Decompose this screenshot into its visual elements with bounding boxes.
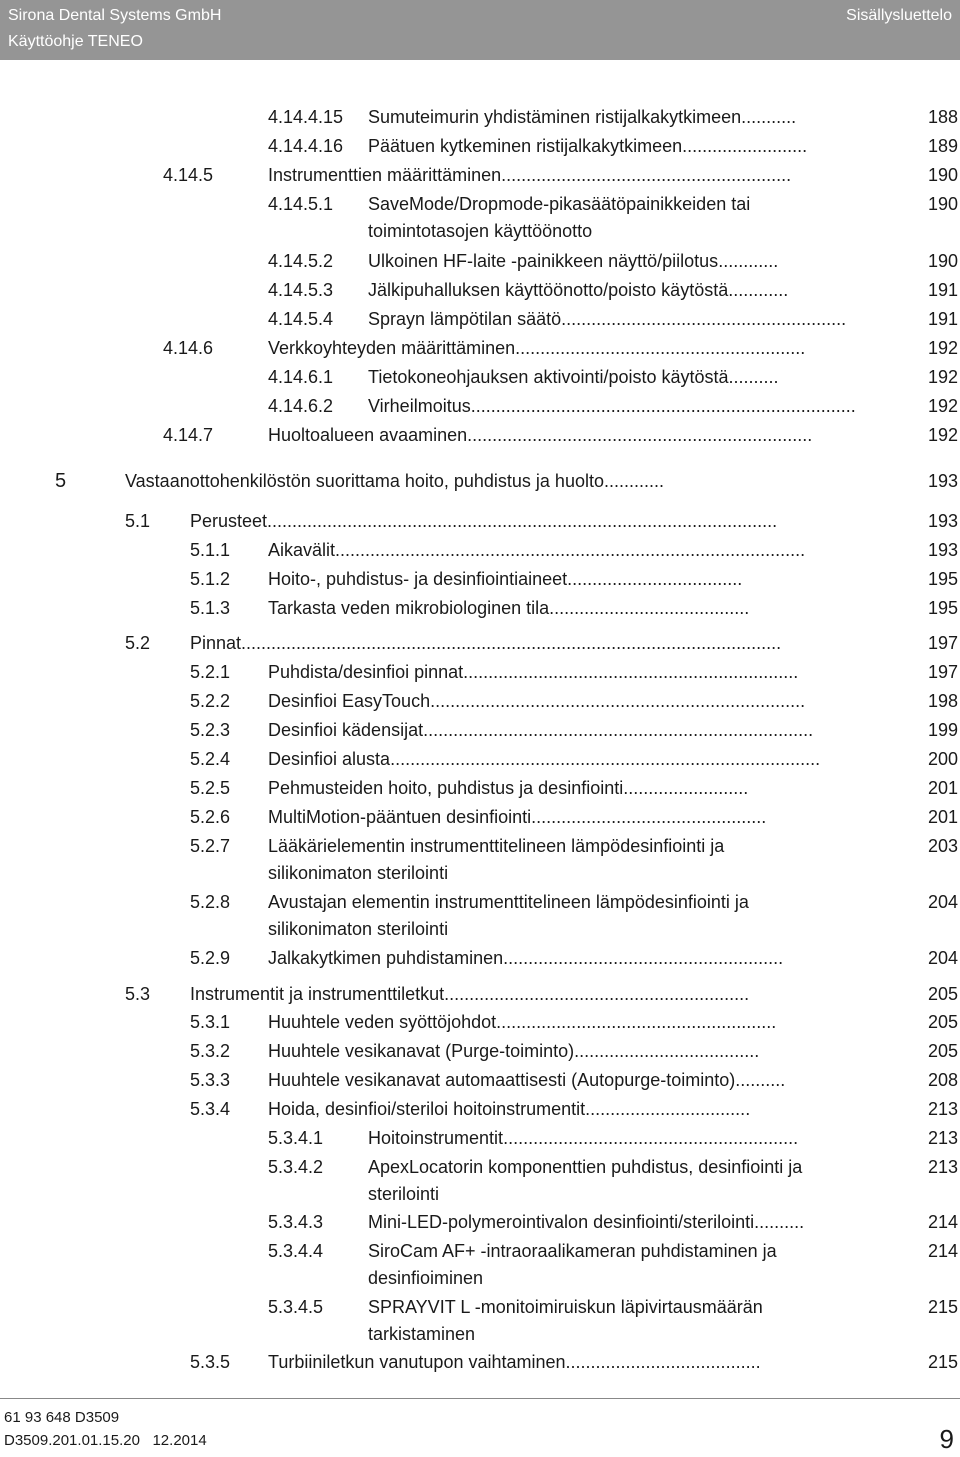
toc-entry-number: 4.14.5 bbox=[163, 165, 214, 185]
toc-entry-title bbox=[268, 746, 820, 773]
toc-entry-title bbox=[268, 717, 813, 744]
toc-entry-number: 4.14.5.3 bbox=[268, 280, 334, 300]
toc-entry-number: 4.14.5.4 bbox=[268, 309, 334, 329]
toc-entry-page: 215 bbox=[927, 1297, 958, 1317]
toc-entry-number: 5.2.1 bbox=[190, 662, 231, 682]
toc-entry-leader-dots: ........................................................ bbox=[503, 948, 784, 968]
toc-entry-number: 5.2.3 bbox=[190, 720, 231, 740]
toc-entry[interactable] bbox=[0, 1125, 960, 1152]
toc-entry-number: 4.14.6.1 bbox=[268, 367, 334, 387]
toc-entry-title bbox=[268, 804, 766, 831]
toc-entry-page: 192 bbox=[927, 425, 958, 445]
toc-entry[interactable] bbox=[0, 508, 960, 535]
toc-entry[interactable] bbox=[0, 364, 960, 391]
toc-entry-number: 5.2.8 bbox=[190, 892, 231, 912]
toc-entry-leader-dots: ............ bbox=[603, 471, 664, 491]
toc-entry[interactable] bbox=[0, 945, 960, 972]
toc-entry-leader-dots: .......... bbox=[728, 367, 779, 387]
toc-entry-title bbox=[368, 191, 750, 218]
toc-entry-title bbox=[368, 1209, 804, 1236]
toc-entry-title bbox=[368, 1294, 763, 1321]
toc-entry[interactable] bbox=[0, 1154, 960, 1208]
toc-entry-leader-dots: .......... bbox=[735, 1070, 786, 1090]
toc-entry-title bbox=[125, 468, 664, 495]
toc-entry[interactable] bbox=[0, 688, 960, 715]
toc-entry-title bbox=[268, 833, 724, 860]
toc-entry[interactable] bbox=[0, 133, 960, 160]
toc-entry-number: 4.14.6 bbox=[163, 338, 214, 358]
chapter-number: 5 bbox=[55, 470, 67, 492]
toc-entry-number: 5.3.4 bbox=[190, 1099, 231, 1119]
toc-entry-number: 5.1 bbox=[125, 511, 151, 531]
toc-entry-title-continued: tarkistaminen bbox=[368, 1324, 476, 1344]
toc-entry-leader-dots: ......................................................... bbox=[561, 309, 847, 329]
toc-entry-number: 5.1.1 bbox=[190, 540, 231, 560]
toc-entry-number: 5.2.2 bbox=[190, 691, 231, 711]
toc-entry-title bbox=[368, 364, 779, 391]
toc-entry-page: 190 bbox=[927, 251, 958, 271]
toc-entry-title bbox=[268, 775, 748, 802]
toc-entry-page: 214 bbox=[927, 1241, 958, 1261]
toc-entry-title-text: Pinnat bbox=[190, 633, 242, 653]
toc-entry-title bbox=[368, 1154, 802, 1181]
toc-entry-title-text: Sprayn lämpötilan säätö bbox=[368, 309, 562, 329]
toc-entry-title bbox=[368, 133, 807, 160]
toc-entry-page: 199 bbox=[927, 720, 958, 740]
toc-entry-leader-dots: ...................................................................................................... bbox=[267, 511, 778, 531]
toc-entry-title-text: Desinfioi EasyTouch bbox=[268, 691, 431, 711]
toc-entry[interactable] bbox=[0, 889, 960, 943]
toc-entry-leader-dots: ................................. bbox=[585, 1099, 751, 1119]
toc-entry[interactable] bbox=[0, 537, 960, 564]
footer-date: 12.2014 bbox=[152, 1432, 207, 1449]
toc-entry-title bbox=[268, 688, 805, 715]
toc-entry-title-text: Verkkoyhteyden määrittäminen bbox=[268, 338, 516, 358]
toc-entry-leader-dots: ................................................................... bbox=[463, 662, 799, 682]
header-section-title: Sisällysluettelo bbox=[846, 7, 952, 24]
toc-entry-page: 195 bbox=[927, 569, 958, 589]
toc-entry-number: 5.2.4 bbox=[190, 749, 231, 769]
toc-entry-title bbox=[268, 335, 805, 362]
toc-entry-page: 213 bbox=[927, 1099, 958, 1119]
toc-entry[interactable] bbox=[0, 191, 960, 245]
toc-entry-title-text: MultiMotion-pääntuen desinfiointi bbox=[268, 807, 532, 827]
toc-entry-leader-dots: .......................................................... bbox=[501, 165, 792, 185]
toc-entry-title bbox=[268, 162, 791, 189]
toc-entry-number: 5.3.4.5 bbox=[268, 1297, 324, 1317]
toc-entry-number: 5.2.7 bbox=[190, 836, 231, 856]
toc-entry-title-text: SPRAYVIT L -monitoimiruiskun läpivirtausmäärän bbox=[368, 1297, 763, 1317]
toc-entry-number: 5.2.6 bbox=[190, 807, 231, 827]
toc-entry-leader-dots: ........................................................................... bbox=[430, 691, 806, 711]
toc-entry-page: 192 bbox=[927, 367, 958, 387]
toc-entry-title-text: Jälkipuhalluksen käyttöönotto/poisto käytöstä bbox=[368, 280, 729, 300]
toc-entry-title-text: Ulkoinen HF-laite -painikkeen näyttö/piilotus bbox=[368, 251, 719, 271]
toc-entry-page: 200 bbox=[927, 749, 958, 769]
toc-entry-page: 191 bbox=[927, 280, 958, 300]
toc-entry-title bbox=[190, 981, 749, 1008]
toc-entry[interactable] bbox=[0, 659, 960, 686]
toc-entry-page: 205 bbox=[927, 984, 958, 1004]
toc-entry-leader-dots: ......................... bbox=[682, 136, 808, 156]
toc-entry-number: 4.14.5.2 bbox=[268, 251, 334, 271]
toc-entry-number: 5.3 bbox=[125, 984, 151, 1004]
toc-entry[interactable] bbox=[0, 1238, 960, 1292]
toc-entry-number: 5.3.1 bbox=[190, 1012, 231, 1032]
footer-revision: D3509.201.01.15.20 bbox=[4, 1432, 140, 1449]
toc-entry-leader-dots: ..................................... bbox=[574, 1041, 760, 1061]
toc-entry-title-continued: sterilointi bbox=[368, 1184, 440, 1204]
toc-entry-leader-dots: ............ bbox=[718, 251, 779, 271]
toc-entry-page: 198 bbox=[927, 691, 958, 711]
toc-entry-number: 5.3.4.4 bbox=[268, 1241, 324, 1261]
toc-entry-title bbox=[368, 1238, 777, 1265]
toc-entry-leader-dots: ............................................................................. bbox=[470, 396, 856, 416]
toc-entry-title bbox=[268, 537, 805, 564]
toc-entry-title-text: Huuhtele veden syöttöjohdot bbox=[268, 1012, 497, 1032]
toc-entry-page: 190 bbox=[927, 194, 958, 214]
toc-entry-page: 192 bbox=[927, 396, 958, 416]
toc-entry-number: 4.14.7 bbox=[163, 425, 214, 445]
toc-entry-number: 5.3.4.1 bbox=[268, 1128, 324, 1148]
toc-entry-number: 5.3.4.2 bbox=[268, 1157, 324, 1177]
toc-entry-page: 204 bbox=[927, 948, 958, 968]
toc-entry[interactable] bbox=[0, 595, 960, 622]
toc-entry-page: 193 bbox=[927, 540, 958, 560]
toc-entry[interactable] bbox=[0, 393, 960, 420]
toc-entry[interactable] bbox=[0, 981, 960, 1008]
toc-entry[interactable] bbox=[0, 1294, 960, 1348]
toc-entry-leader-dots: ........................................................ bbox=[496, 1012, 777, 1032]
toc-entry-title-continued: desinfioiminen bbox=[368, 1268, 484, 1288]
toc-entry-title bbox=[268, 595, 749, 622]
toc-entry-title-text: SiroCam AF+ -intraoraalikameran puhdistaminen ja bbox=[368, 1241, 777, 1261]
toc-entry-page: 195 bbox=[927, 598, 958, 618]
toc-entry-leader-dots: ........................................................... bbox=[503, 1128, 799, 1148]
toc-entry-title-text: Hoitoinstrumentit bbox=[368, 1128, 504, 1148]
toc-entry-leader-dots: ............................................... bbox=[531, 807, 767, 827]
toc-entry-page: 201 bbox=[927, 778, 958, 798]
toc-entry[interactable] bbox=[0, 335, 960, 362]
toc-entry-title-text: Perusteet bbox=[190, 511, 268, 531]
toc-entry-page: 193 bbox=[927, 511, 958, 531]
toc-entry[interactable] bbox=[0, 1067, 960, 1094]
toc-entry-title-text: Desinfioi kädensijat bbox=[268, 720, 424, 740]
toc-entry-page: 215 bbox=[927, 1352, 958, 1372]
toc-entry-title-text: Sumuteimurin yhdistäminen ristijalkakytkimeen bbox=[368, 107, 742, 127]
toc-entry-title-text: Hoida, desinfioi/steriloi hoitoinstrumentit bbox=[268, 1099, 586, 1119]
toc-entry-title-text: Huoltoalueen avaaminen bbox=[268, 425, 468, 445]
toc-entry-leader-dots: .............................................................................................. bbox=[335, 540, 806, 560]
toc-entry-title-text: Avustajan elementin instrumenttitelineen lämpödesinfiointi ja bbox=[268, 892, 749, 912]
toc-entry-number: 5.2.9 bbox=[190, 948, 231, 968]
toc-entry-number: 5.2 bbox=[125, 633, 151, 653]
toc-entry-title-text: Instrumenttien määrittäminen bbox=[268, 165, 502, 185]
toc-entry[interactable] bbox=[0, 468, 960, 495]
toc-entry-number: 5.3.4.3 bbox=[268, 1212, 324, 1232]
toc-entry-page: 214 bbox=[927, 1212, 958, 1232]
footer-divider bbox=[0, 1398, 960, 1399]
toc-entry-number: 5.3.3 bbox=[190, 1070, 231, 1090]
toc-entry-title-text: Instrumentit ja instrumenttiletkut bbox=[190, 984, 445, 1004]
toc-entry-title-text: Aikavälit bbox=[268, 540, 336, 560]
toc-entry-leader-dots: ......................... bbox=[623, 778, 749, 798]
toc-entry-title-text: SaveMode/Dropmode-pikasäätöpainikkeiden tai bbox=[368, 194, 751, 214]
toc-entry-number: 4.14.4.15 bbox=[268, 107, 344, 127]
toc-entry-title-text: Mini-LED-polymerointivalon desinfiointi/sterilointi bbox=[368, 1212, 755, 1232]
toc-entry-title bbox=[268, 566, 742, 593]
toc-entry-page: 205 bbox=[927, 1041, 958, 1061]
header-company: Sirona Dental Systems GmbH bbox=[8, 7, 222, 24]
toc-entry-page: 205 bbox=[927, 1012, 958, 1032]
toc-entry-page: 191 bbox=[927, 309, 958, 329]
toc-entry-page: 203 bbox=[927, 836, 958, 856]
toc-entry-title bbox=[268, 1067, 785, 1094]
toc-entry-title-text: Lääkärielementin instrumenttitelineen lämpödesinfiointi ja bbox=[268, 836, 725, 856]
toc-entry[interactable] bbox=[0, 1009, 960, 1036]
toc-entry-leader-dots: .......................................................... bbox=[515, 338, 806, 358]
toc-entry-page: 192 bbox=[927, 338, 958, 358]
toc-entry-title bbox=[268, 945, 783, 972]
toc-entry-title-text: Tarkasta veden mikrobiologinen tila bbox=[268, 598, 550, 618]
toc-entry-title bbox=[268, 422, 812, 449]
toc-entry-title-text: Turbiiniletkun vanutupon vaihtaminen bbox=[268, 1352, 566, 1372]
toc-entry-title bbox=[368, 393, 856, 420]
toc-entry-page: 197 bbox=[927, 662, 958, 682]
toc-entry[interactable] bbox=[0, 248, 960, 275]
toc-entry-leader-dots: ............ bbox=[728, 280, 789, 300]
toc-entry-title bbox=[268, 1096, 750, 1123]
toc-entry-title bbox=[190, 508, 777, 535]
toc-entry-number: 5.1.3 bbox=[190, 598, 231, 618]
toc-entry-title-text: Virheilmoitus bbox=[368, 396, 471, 416]
toc-entry-title-text: Jalkakytkimen puhdistaminen bbox=[268, 948, 504, 968]
toc-entry-title bbox=[368, 104, 796, 131]
toc-entry-page: 208 bbox=[927, 1070, 958, 1090]
toc-entry-title-text: Puhdista/desinfioi pinnat bbox=[268, 662, 464, 682]
toc-entry-title bbox=[268, 1349, 761, 1376]
toc-entry[interactable] bbox=[0, 804, 960, 831]
toc-entry-title bbox=[368, 306, 846, 333]
toc-entry-page: 193 bbox=[927, 471, 958, 491]
toc-entry[interactable] bbox=[0, 746, 960, 773]
toc-entry[interactable] bbox=[0, 717, 960, 744]
toc-entry-number: 4.14.5.1 bbox=[268, 194, 334, 214]
toc-entry-number: 5.3.5 bbox=[190, 1352, 231, 1372]
toc-entry[interactable] bbox=[0, 1096, 960, 1123]
footer-revision-date bbox=[4, 1432, 207, 1449]
toc-entry-title bbox=[368, 248, 778, 275]
toc-entry[interactable] bbox=[0, 775, 960, 802]
toc-entry-leader-dots: ........................................ bbox=[549, 598, 750, 618]
toc-entry-title bbox=[368, 277, 788, 304]
toc-entry-leader-dots: ..................................................................... bbox=[467, 425, 813, 445]
toc-entry-title-continued: silikonimaton sterilointi bbox=[268, 919, 449, 939]
toc-entry[interactable] bbox=[0, 1038, 960, 1065]
toc-entry-leader-dots: ....................................... bbox=[565, 1352, 761, 1372]
toc-entry-leader-dots: .......... bbox=[754, 1212, 805, 1232]
toc-entry[interactable] bbox=[0, 1349, 960, 1376]
toc-entry-page: 188 bbox=[927, 107, 958, 127]
footer-page-number: 9 bbox=[939, 1424, 954, 1454]
toc-entry-page: 189 bbox=[927, 136, 958, 156]
toc-entry-title-continued: silikonimaton sterilointi bbox=[268, 863, 449, 883]
toc-entry-number: 5.2.5 bbox=[190, 778, 231, 798]
toc-entry-title-text: Huuhtele vesikanavat (Purge-toiminto) bbox=[268, 1041, 575, 1061]
toc-entry-title-text: Pehmusteiden hoito, puhdistus ja desinfiointi bbox=[268, 778, 624, 798]
toc-entry[interactable] bbox=[0, 306, 960, 333]
toc-entry-title-text: Desinfioi alusta bbox=[268, 749, 391, 769]
toc-entry-number: 4.14.6.2 bbox=[268, 396, 334, 416]
toc-entry-leader-dots: ................................... bbox=[567, 569, 743, 589]
toc-entry-page: 213 bbox=[927, 1157, 958, 1177]
toc-entry-title bbox=[190, 630, 781, 657]
toc-entry-leader-dots: ............................................................................................................ bbox=[241, 633, 782, 653]
toc-entry-title bbox=[268, 1009, 776, 1036]
toc-entry[interactable] bbox=[0, 422, 960, 449]
toc-entry-leader-dots: ........... bbox=[741, 107, 797, 127]
toc-entry-number: 5.1.2 bbox=[190, 569, 231, 589]
toc-entry-title-continued: toimintotasojen käyttöönotto bbox=[368, 221, 593, 241]
toc-entry-number: 4.14.4.16 bbox=[268, 136, 344, 156]
footer-doc-number: 61 93 648 D3509 bbox=[4, 1409, 120, 1426]
toc-entry[interactable] bbox=[0, 104, 960, 131]
toc-entry-title bbox=[268, 889, 749, 916]
toc-entry-page: 201 bbox=[927, 807, 958, 827]
toc-entry-title-text: ApexLocatorin komponenttien puhdistus, desinfiointi ja bbox=[368, 1157, 803, 1177]
toc-entry-title-text: Päätuen kytkeminen ristijalkakytkimeen bbox=[368, 136, 683, 156]
toc-entry[interactable] bbox=[0, 1209, 960, 1236]
toc-entry[interactable] bbox=[0, 277, 960, 304]
toc-entry-page: 213 bbox=[927, 1128, 958, 1148]
toc-entry-title bbox=[268, 1038, 759, 1065]
toc-entry-leader-dots: .............................................................................. bbox=[423, 720, 814, 740]
toc-entry-title-text: Hoito-, puhdistus- ja desinfiointiaineet bbox=[268, 569, 568, 589]
toc-entry-page: 190 bbox=[927, 165, 958, 185]
toc-entry-page: 204 bbox=[927, 892, 958, 912]
toc-entry-title-text: Tietokoneohjauksen aktivointi/poisto käytöstä bbox=[368, 367, 729, 387]
toc-entry-title bbox=[368, 1125, 798, 1152]
toc-entry-leader-dots: ...................................................................................... bbox=[390, 749, 821, 769]
toc-entry-title bbox=[268, 659, 798, 686]
header-manual-title: Käyttöohje TENEO bbox=[8, 33, 143, 50]
toc-entry[interactable] bbox=[0, 833, 960, 887]
toc-entry-page: 197 bbox=[927, 633, 958, 653]
toc-entry-title-text: Vastaanottohenkilöstön suorittama hoito, puhdistus ja huolto bbox=[125, 471, 604, 491]
toc-entry-number: 5.3.2 bbox=[190, 1041, 231, 1061]
toc-entry[interactable] bbox=[0, 630, 960, 657]
toc-entry-title-text: Huuhtele vesikanavat automaattisesti (Autopurge-toiminto) bbox=[268, 1070, 736, 1090]
toc-entry[interactable] bbox=[0, 162, 960, 189]
toc-entry[interactable] bbox=[0, 566, 960, 593]
toc-entry-leader-dots: ............................................................. bbox=[444, 984, 750, 1004]
